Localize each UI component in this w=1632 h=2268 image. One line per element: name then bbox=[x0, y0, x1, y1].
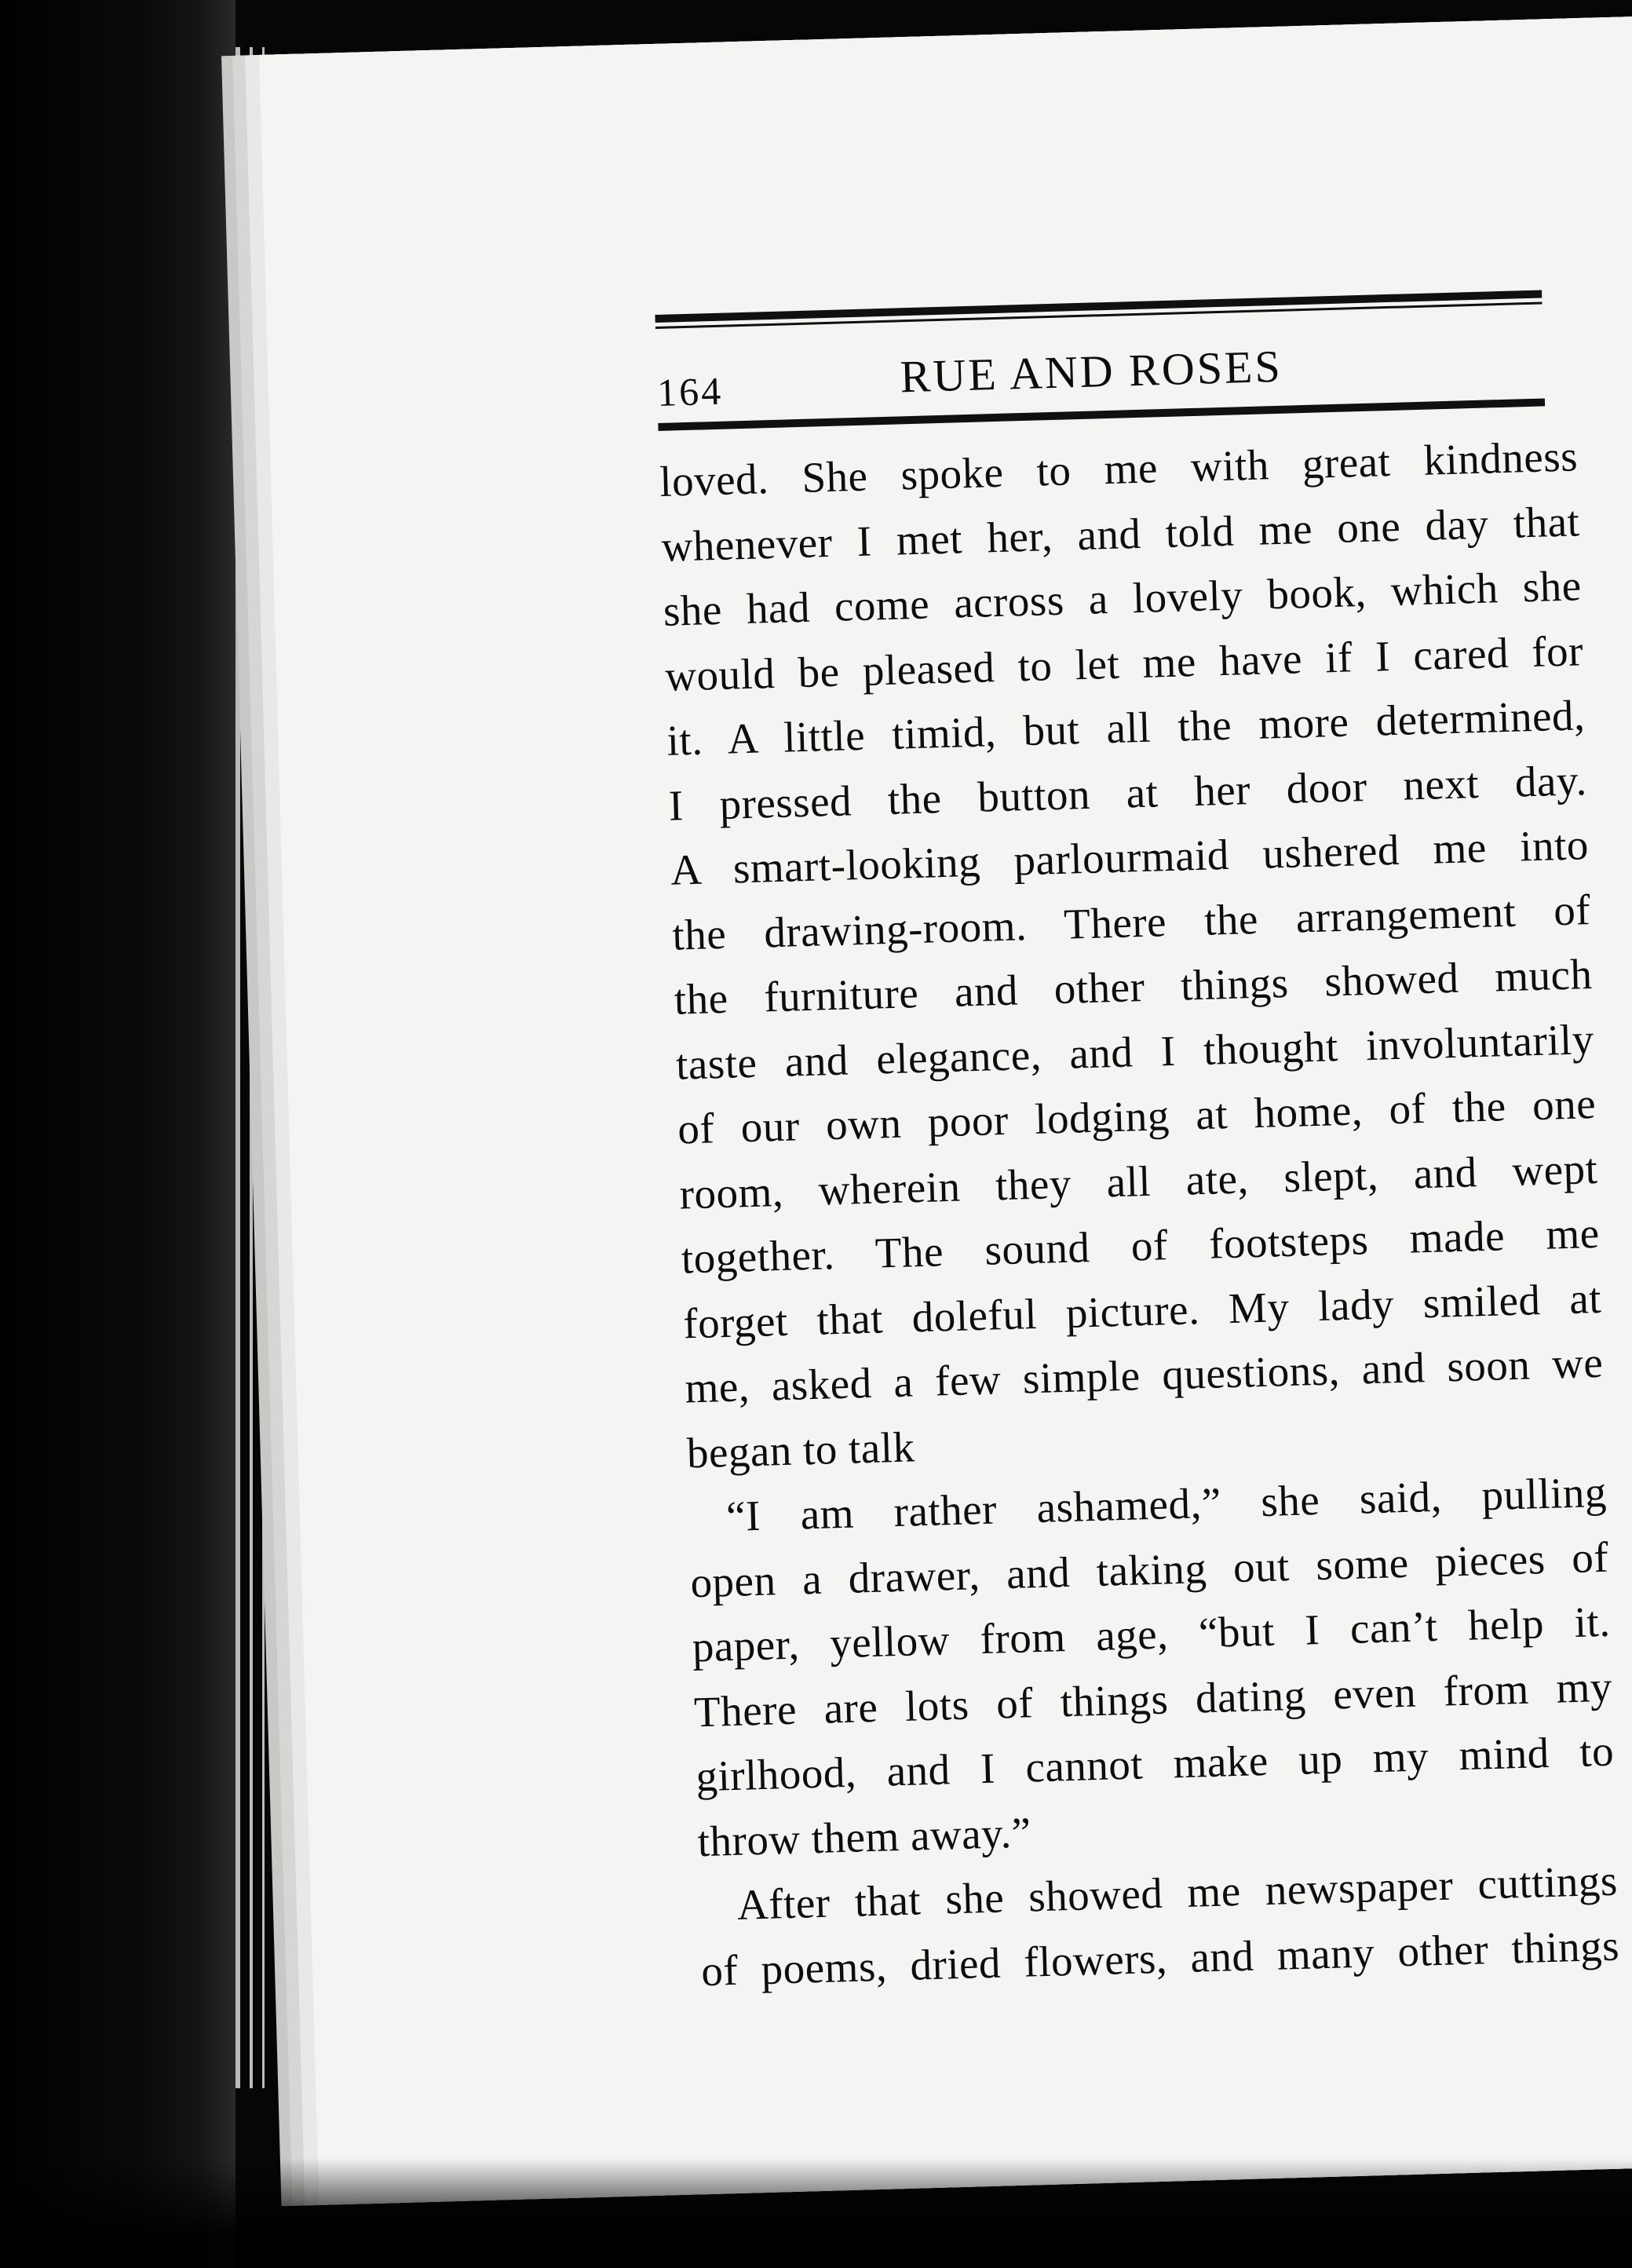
text-line: would be pleased to let me have if I cared for bbox=[664, 626, 1584, 700]
book-spine bbox=[0, 0, 235, 2268]
text-line: she had come across a lovely book, which she bbox=[663, 561, 1583, 635]
text-line: loved. She spoke to me with great kindness bbox=[659, 432, 1579, 506]
text-line: the drawing-room. There the arrangement of bbox=[671, 885, 1591, 959]
text-line: There are lots of things dating even from my bbox=[693, 1662, 1613, 1736]
text-line: I pressed the button at her door next day. bbox=[668, 755, 1588, 830]
scan-shadow bbox=[0, 2158, 1632, 2268]
text-line: of poems, dried flowers, and many other things bbox=[700, 1921, 1620, 1995]
text-line: “I am rather ashamed,” she said, pulling bbox=[725, 1467, 1608, 1541]
text-line: throw them away.” bbox=[696, 1807, 1032, 1865]
page-edge bbox=[250, 47, 253, 2088]
page-edge bbox=[262, 47, 265, 2088]
text-line: girlhood, and I cannot make up my mind to bbox=[695, 1726, 1615, 1801]
page-edge bbox=[235, 47, 240, 2088]
text-line: me, asked a few simple questions, and soon we bbox=[684, 1338, 1605, 1412]
page-sheet bbox=[259, 16, 1632, 2205]
text-line: whenever I met her, and told me one day that bbox=[660, 496, 1581, 571]
body-text bbox=[659, 424, 1620, 2003]
page-content bbox=[655, 287, 1632, 2003]
text-line: paper, yellow from age, “but I can’t help it. bbox=[691, 1597, 1612, 1671]
text-line: open a drawer, and taking out some pieces of bbox=[689, 1532, 1609, 1606]
text-line: forget that doleful picture. My lady smiled at bbox=[682, 1273, 1602, 1348]
page-number: 164 bbox=[656, 368, 724, 415]
text-line: together. The sound of footsteps made me bbox=[681, 1208, 1601, 1283]
text-line: it. A little timid, but all the more determined, bbox=[666, 691, 1586, 765]
text-line: room, wherein they all ate, slept, and wept bbox=[678, 1144, 1599, 1218]
text-line: A smart-looking parlourmaid ushered me into bbox=[670, 820, 1590, 894]
text-line: After that she showed me newspaper cuttings bbox=[736, 1856, 1619, 1929]
text-line: of our own poor lodging at home, of the one bbox=[677, 1079, 1597, 1153]
text-line: began to talk bbox=[686, 1422, 916, 1477]
text-line: the furniture and other things showed much bbox=[673, 950, 1594, 1024]
running-head: RUE AND ROSES bbox=[899, 340, 1283, 403]
text-line: taste and elegance, and I thought involuntarily bbox=[675, 1014, 1595, 1089]
